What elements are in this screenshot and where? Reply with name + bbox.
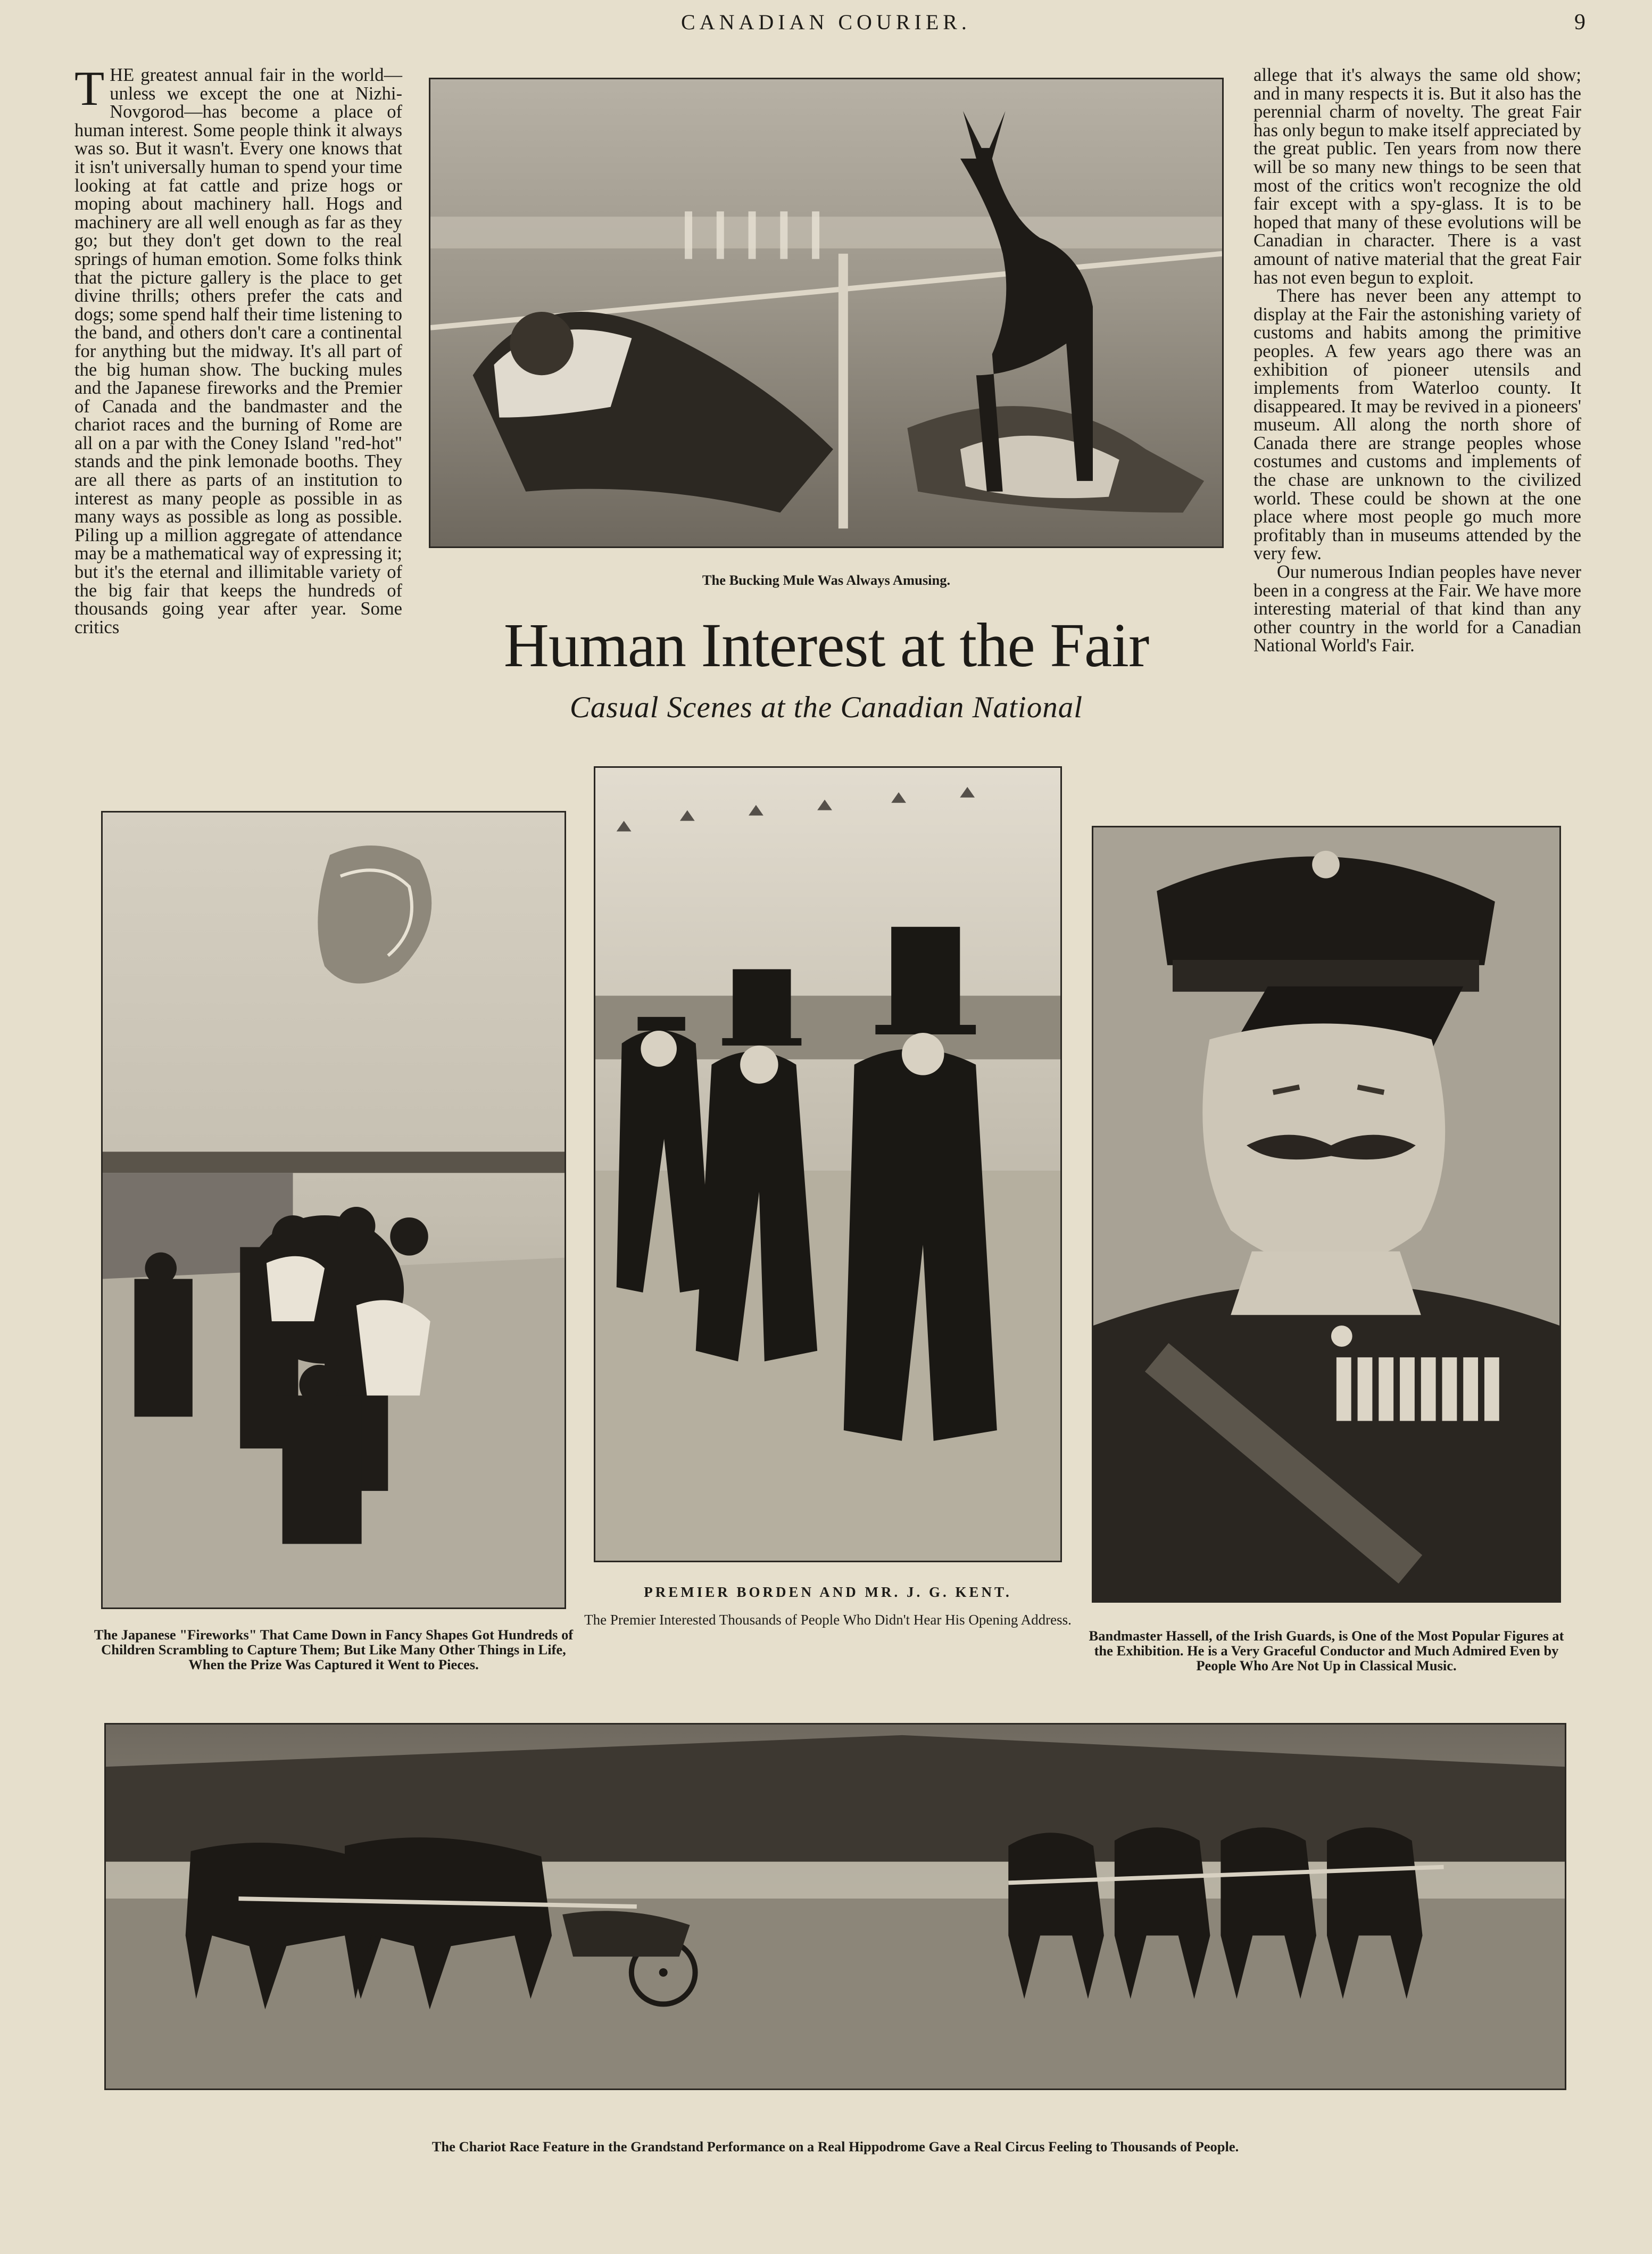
caption-japanese-fireworks: The Japanese "Fireworks" That Came Down in Fancy Shapes Got Hundreds of Children Scrambling to Capture Them; But Like Many Other Things in Life, When the Prize Was Captured it Went to Pieces. <box>94 1627 574 1672</box>
photo-bandmaster-hassell <box>1092 826 1561 1603</box>
caption-premier-title: PREMIER BORDEN AND MR. J. G. KENT. <box>644 1584 1012 1600</box>
photo-bucking-mule <box>429 78 1224 548</box>
article-subheadline: Casual Scenes at the Canadian National <box>569 691 1083 724</box>
premier-borden-image <box>595 768 1060 1561</box>
photo-premier-borden <box>594 766 1062 1562</box>
chariot-race-image <box>106 1725 1565 2089</box>
fireworks-image <box>103 813 564 1607</box>
article-paragraph: THE greatest annual fair in the world—unless we except the one at Nizhi-Novgorod—has become a place of human interest. Some people think it always was so. But it wasn't. Every one knows that it isn't universally human to spend your time looking at fat cattle and prize hogs or moping about machinery hall. Hogs and machinery are all well enough as far as they go; but they don't get down to the real springs of human emotion. Some folks think that the picture gallery is the place to get divine thrills; others prefer the cats and dogs; some spend half their time listening to the band, and others don't care a continental for anything but the midway. It's all part of the big human show. The bucking mules and the Japanese fireworks and the Premier of Canada and the bandmaster and the chariot races and the burning of Rome are all on a par with the Coney Island "red-hot" stands and the pink lemonade booths. They are all there as parts of an institution to interest as many people as possible in as many ways as possible as long as possible. Piling up a million aggregate of attendance may be a mathematical way of expressing it; but it's the eternal and illimitable variety of the big fair that keeps the hundreds of thousands going year after year. Some critics <box>74 61 402 637</box>
caption-bandmaster-hassell: Bandmaster Hassell, of the Irish Guards, is One of the Most Popular Figures at the Exhibition. He is a Very Graceful Conductor and Much Admired Even by People Who Are Not Up in Classical Music. <box>1089 1628 1564 1673</box>
photo-chariot-race <box>104 1723 1566 2090</box>
running-header-title: CANADIAN COURIER. <box>681 10 971 34</box>
article-paragraph: There has never been any attempt to display at the Fair the astonishing variety of customs and habits among the primitive peoples. A few years ago there was an exhibition of pioneer utensils and implements from Waterloo county. It disappeared. It may be revived in a pioneers' museum. All along the north shore of Canada there are strange peoples whose costumes and customs and implements of the chase are unknown to the civilized world. These could be shown at the one place where most people go much more profitably than in museums attended by the very few. <box>1253 286 1581 564</box>
article-paragraph: Our numerous Indian peoples have never been in a congress at the Fair. We have more interesting material of that kind than any other country in the world for a Canadian National World's Fair. <box>1253 562 1581 656</box>
bandmaster-hassell-image <box>1093 827 1559 1601</box>
caption-premier: The Premier Interested Thousands of People Who Didn't Hear His Opening Address. <box>584 1612 1072 1628</box>
article-right-column <box>1253 66 1581 779</box>
caption-bucking-mule: The Bucking Mule Was Always Amusing. <box>702 572 951 588</box>
article-headline: Human Interest at the Fair <box>503 610 1149 680</box>
photo-japanese-fireworks <box>101 811 566 1609</box>
page-number: 9 <box>1574 10 1585 35</box>
article-paragraph: allege that it's always the same old show; and in many respects it is. But it also has the perennial charm of novelty. The great Fair has only begun to make itself appreciated by the great public. Ten years from now there will be so many new things to be seen that most of the critics won't recognize the old fair except with a spy-glass. It is to be hoped that many of these evolutions will be Canadian in character. There is a vast amount of native material that the great Fair has not even begun to exploit. <box>1253 65 1582 288</box>
caption-chariot-race: The Chariot Race Feature in the Grandstand Performance on a Real Hippodrome Gave a Real Circus Feeling to Thousands of People. <box>431 2139 1239 2154</box>
bucking-mule-image <box>430 79 1222 546</box>
article-left-column <box>74 61 402 779</box>
